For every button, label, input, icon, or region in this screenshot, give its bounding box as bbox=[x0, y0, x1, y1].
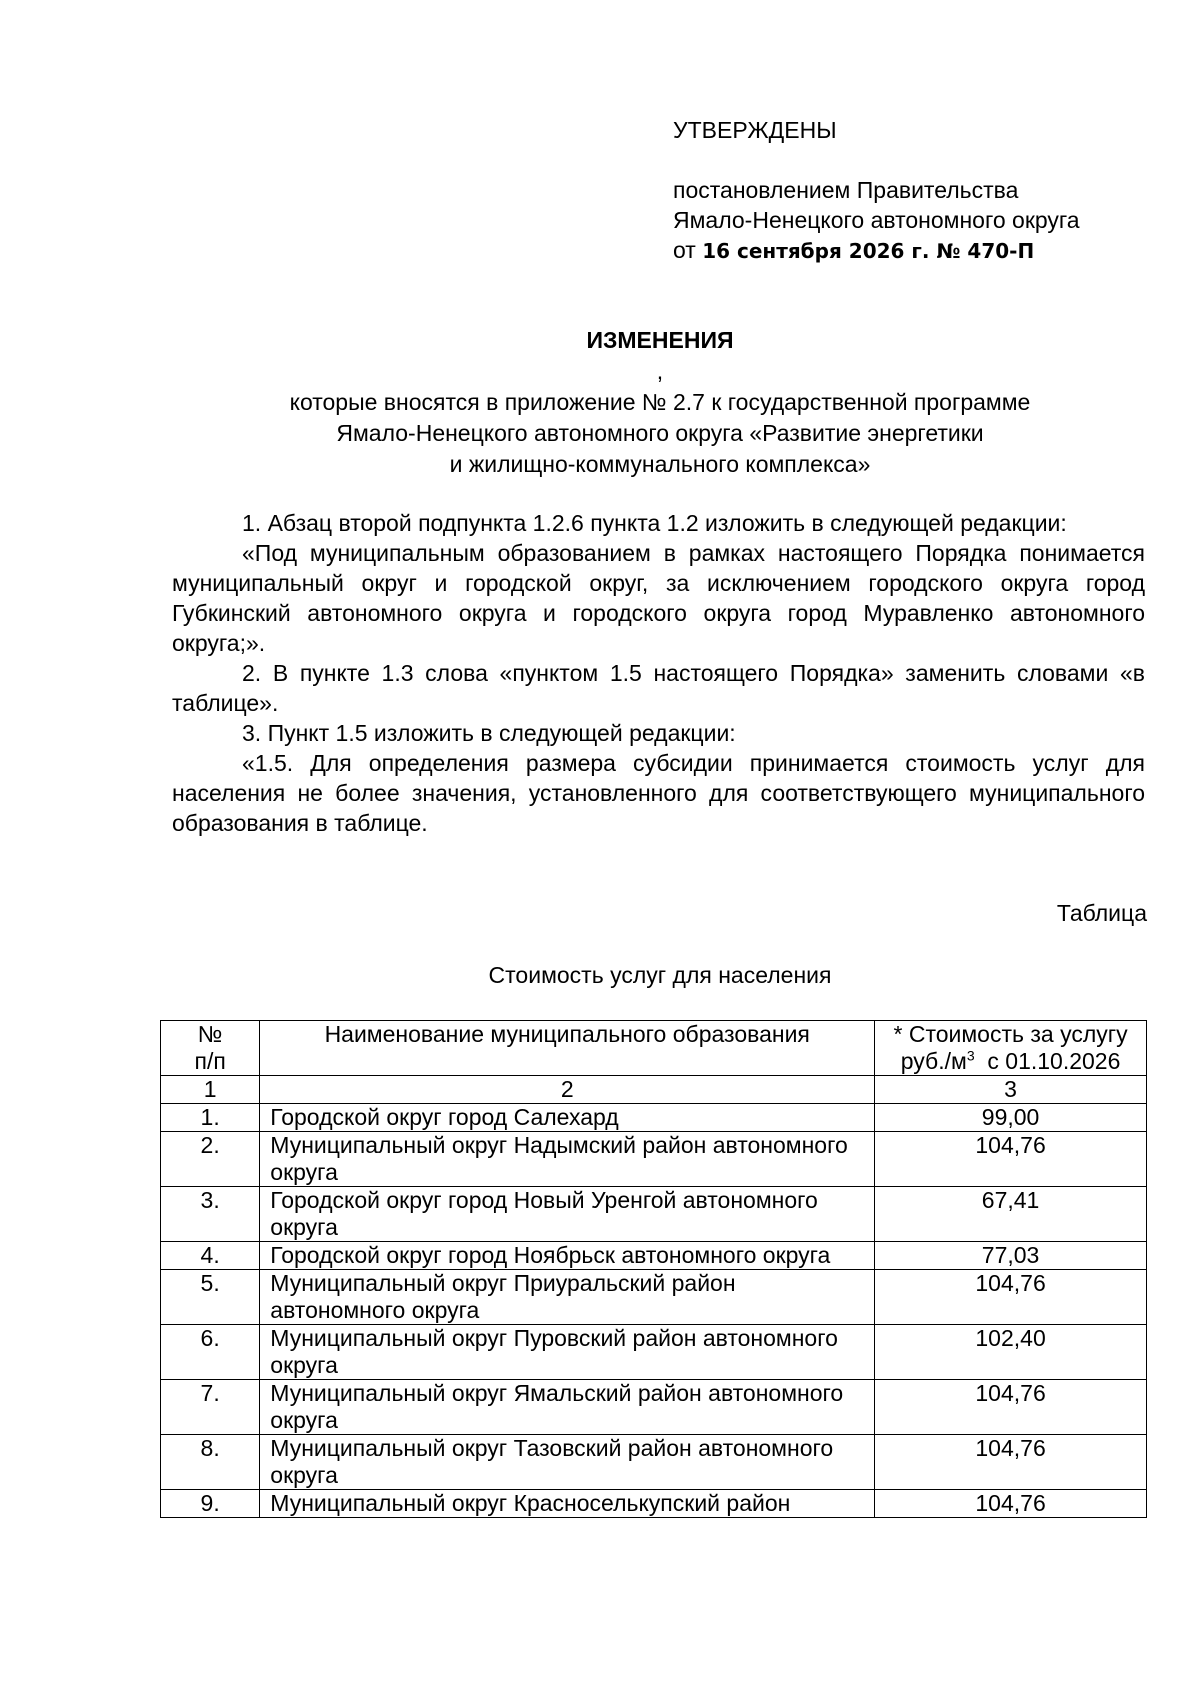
row-name: Муниципальный округ Надымский район автономного округа bbox=[260, 1132, 875, 1187]
costs-table bbox=[160, 1020, 1147, 1518]
row-num: 9. bbox=[161, 1490, 260, 1518]
row-name: Городской округ город Новый Уренгой автономного округа bbox=[260, 1187, 875, 1242]
row-num: 7. bbox=[161, 1380, 260, 1435]
paragraph-3: 2. В пункте 1.3 слова «пунктом 1.5 настоящего Порядка» заменить словами «в таблице». bbox=[172, 660, 1145, 716]
table-row bbox=[161, 1435, 1147, 1490]
row-num: 6. bbox=[161, 1325, 260, 1380]
heading-title: ИЗМЕНЕНИЯ bbox=[586, 327, 734, 353]
approval-date: 16 сентября 2026 г. № 470-П bbox=[702, 239, 1035, 263]
approval-line-1: постановлением Правительства bbox=[673, 177, 1019, 203]
table-row bbox=[161, 1187, 1147, 1242]
row-cost: 104,76 bbox=[875, 1380, 1147, 1435]
index-cell-2: 2 bbox=[260, 1076, 875, 1104]
table-row bbox=[161, 1325, 1147, 1380]
table-index-row bbox=[161, 1076, 1147, 1104]
header-name: Наименование муниципального образования bbox=[260, 1021, 875, 1076]
header-num bbox=[161, 1021, 260, 1076]
header-num-line-2: п/п bbox=[194, 1048, 226, 1074]
row-name: Городской округ город Салехард bbox=[260, 1104, 875, 1132]
row-num: 3. bbox=[161, 1187, 260, 1242]
approval-block bbox=[673, 115, 1173, 266]
table-row bbox=[161, 1104, 1147, 1132]
table-row bbox=[161, 1270, 1147, 1325]
paragraph-4: 3. Пункт 1.5 изложить в следующей редакции: bbox=[242, 720, 736, 746]
paragraph-2: «Под муниципальным образованием в рамках настоящего Порядка понимается муниципальный округ и городской округ, за исключением городского округа город Губкинский автономного округа и городского округа город Муравленко автономного округа;». bbox=[172, 540, 1145, 656]
index-cell-3: 3 bbox=[875, 1076, 1147, 1104]
body-text bbox=[172, 508, 1145, 838]
heading-line-3: и жилищно-коммунального комплекса» bbox=[449, 451, 871, 477]
row-num: 2. bbox=[161, 1132, 260, 1187]
row-cost: 102,40 bbox=[875, 1325, 1147, 1380]
row-cost: 99,00 bbox=[875, 1104, 1147, 1132]
header-cost bbox=[875, 1021, 1147, 1076]
row-cost: 104,76 bbox=[875, 1270, 1147, 1325]
index-cell-1: 1 bbox=[161, 1076, 260, 1104]
approval-date-prefix: от bbox=[673, 237, 696, 263]
row-num: 5. bbox=[161, 1270, 260, 1325]
heading-title-line bbox=[160, 325, 1160, 387]
row-cost: 104,76 bbox=[875, 1490, 1147, 1518]
paragraph-5: «1.5. Для определения размера субсидии принимается стоимость услуг для населения не более значения, установленного для соответствующего муниципального образования в таблице. bbox=[172, 750, 1145, 836]
header-cost-unit: руб./м bbox=[900, 1048, 967, 1074]
header-cost-date: с 01.10.2026 bbox=[987, 1048, 1121, 1074]
table-title: Стоимость услуг для населения bbox=[488, 962, 832, 988]
approval-line-2: Ямало-Ненецкого автономного округа bbox=[673, 207, 1080, 233]
table-row bbox=[161, 1242, 1147, 1270]
row-cost: 67,41 bbox=[875, 1187, 1147, 1242]
heading-line-1: которые вносятся в приложение № 2.7 к государственной программе bbox=[289, 389, 1031, 415]
row-name: Муниципальный округ Пуровский район автономного округа bbox=[260, 1325, 875, 1380]
table-row bbox=[161, 1132, 1147, 1187]
table-row bbox=[161, 1490, 1147, 1518]
row-name: Городской округ город Ноябрьск автономного округа bbox=[260, 1242, 875, 1270]
header-num-line-1: № bbox=[197, 1021, 223, 1047]
row-name: Муниципальный округ Приуральский район автономного округа bbox=[260, 1270, 875, 1325]
header-cost-line-1: * Стоимость за услугу bbox=[893, 1021, 1128, 1047]
approval-title: УТВЕРЖДЕНЫ bbox=[673, 117, 837, 143]
row-cost: 104,76 bbox=[875, 1435, 1147, 1490]
row-name: Муниципальный округ Тазовский район автономного округа bbox=[260, 1435, 875, 1490]
header-cost-unit-sup: 3 bbox=[966, 1047, 975, 1064]
document-heading bbox=[160, 325, 1160, 480]
row-num: 8. bbox=[161, 1435, 260, 1490]
row-num: 4. bbox=[161, 1242, 260, 1270]
row-num: 1. bbox=[161, 1104, 260, 1132]
approval-date-line bbox=[673, 235, 1173, 266]
paragraph-1: 1. Абзац второй подпункта 1.2.6 пункта 1.2 изложить в следующей редакции: bbox=[242, 510, 1067, 536]
row-name: Муниципальный округ Красноселькупский район bbox=[260, 1490, 875, 1518]
table-row bbox=[161, 1380, 1147, 1435]
row-cost: 104,76 bbox=[875, 1132, 1147, 1187]
row-name: Муниципальный округ Ямальский район автономного округа bbox=[260, 1380, 875, 1435]
heading-title-suffix: , bbox=[656, 358, 664, 384]
heading-line-2: Ямало-Ненецкого автономного округа «Развитие энергетики bbox=[336, 420, 984, 446]
table-label: Таблица bbox=[1056, 900, 1147, 926]
row-cost: 77,03 bbox=[875, 1242, 1147, 1270]
table-header-row bbox=[161, 1021, 1147, 1076]
